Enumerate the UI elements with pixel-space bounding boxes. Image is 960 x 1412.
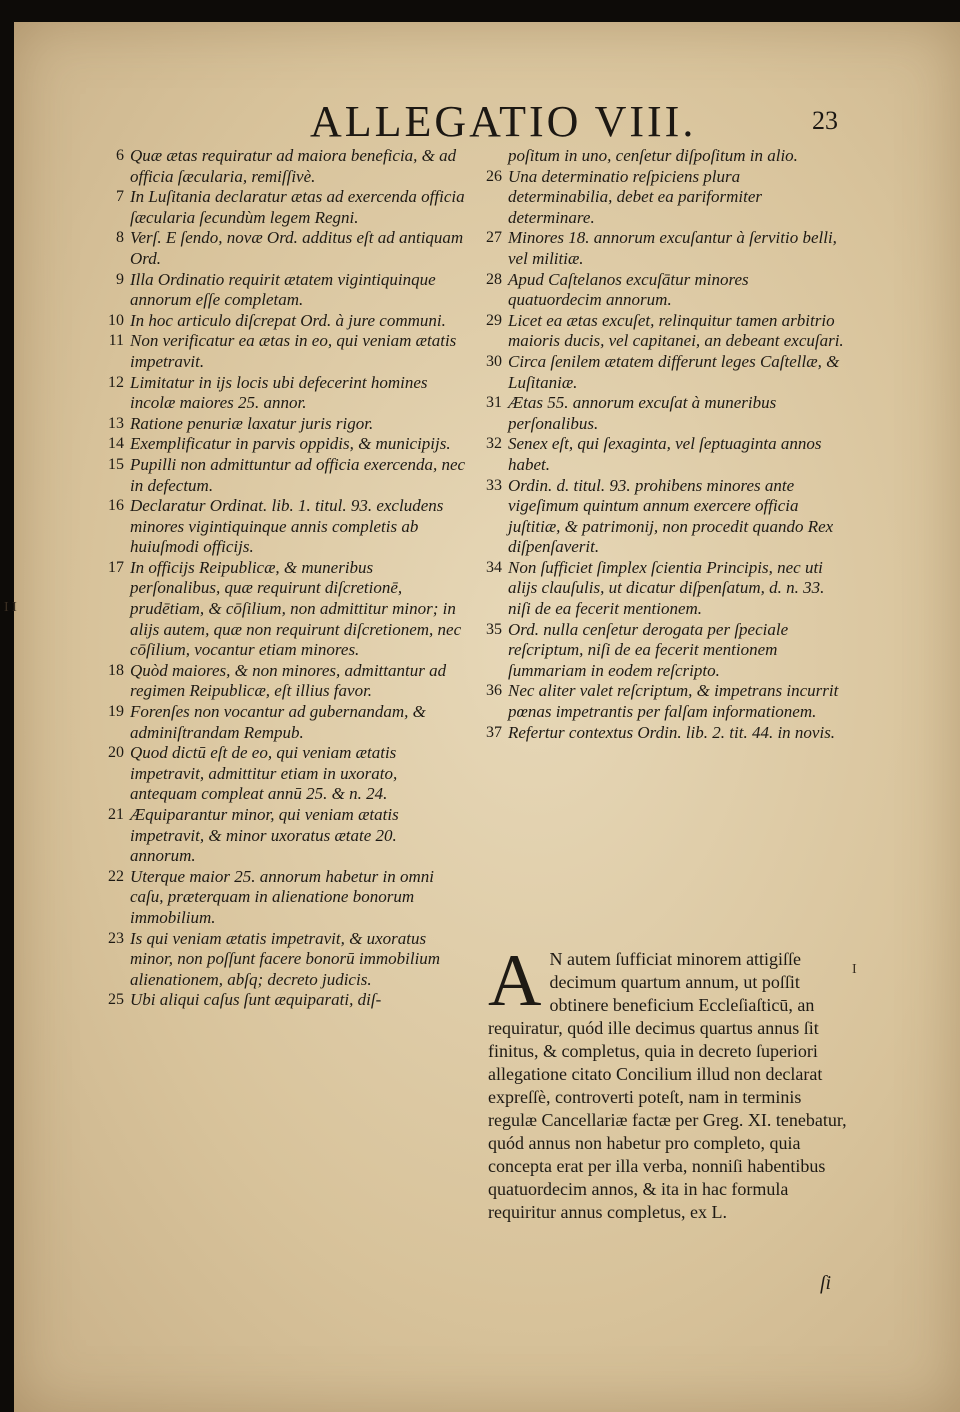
entry-number: 36 bbox=[486, 682, 502, 700]
entry-number: 19 bbox=[108, 703, 124, 721]
entry-text: Non ſufficiet ſimplex ſcientia Principis, nec uti alijs clauſulis, ut dicatur diſpenſatum, d. n. 33. niſi de ea fecerit mentionem. bbox=[508, 557, 825, 619]
summary-entry bbox=[94, 929, 466, 991]
entry-number: 8 bbox=[116, 229, 124, 247]
entry-text: Forenſes non vocantur ad gubernandam, & adminiſtrandam Rempub. bbox=[130, 702, 426, 742]
entry-text: Una determinatio reſpiciens plura determinabilia, debet ea pariformiter determinare. bbox=[508, 166, 763, 227]
entry-text: Verſ. E ſendo, novæ Ord. additus eſt ad antiquam Ord. bbox=[130, 228, 464, 268]
entry-number: 33 bbox=[486, 476, 502, 494]
entry-number bbox=[472, 146, 508, 167]
entry-number: 6 bbox=[116, 147, 124, 164]
summary-entry bbox=[472, 146, 844, 167]
entry-text: Apud Caſtelanos excuſātur minores quatuordecim annorum. bbox=[508, 269, 749, 310]
entry-text: Uterque maior 25. annorum habetur in omni caſu, præterquam in alienatione bonorum immobilium. bbox=[130, 866, 434, 927]
entry-text: In hoc articulo diſcrepat Ord. à jure communi. bbox=[130, 310, 446, 330]
entry-number: 12 bbox=[108, 373, 124, 391]
entry-number: 11 bbox=[108, 332, 124, 350]
entry-number: 25 bbox=[108, 991, 124, 1009]
summary-entry bbox=[472, 476, 844, 558]
summary-entry bbox=[472, 723, 844, 744]
entry-text: Quæ ætas requiratur ad maiora beneficia, & ad officia ſæcularia, remiſſivè. bbox=[130, 146, 457, 186]
entry-text: In Luſitania declaratur ætas ad exercenda officia ſæcularia ſecundùm legem Regni. bbox=[130, 187, 465, 227]
summary-entry bbox=[94, 270, 466, 311]
right-margin-note: I bbox=[852, 962, 857, 977]
entry-number: 34 bbox=[486, 558, 502, 576]
entry-text: Limitatur in ijs locis ubi defecerint homines incolæ maiores 25. annor. bbox=[130, 372, 428, 413]
entry-text: poſitum in uno, cenſetur diſpoſitum in alio. bbox=[508, 146, 798, 165]
main-text bbox=[488, 940, 848, 1224]
summary-entry bbox=[94, 558, 466, 661]
summary-entry bbox=[472, 393, 844, 434]
summary-entry bbox=[94, 661, 466, 702]
entry-text: Senex eſt, qui ſexaginta, vel ſeptuaginta annos habet. bbox=[508, 434, 822, 474]
summary-entry bbox=[472, 270, 844, 311]
summary-entry bbox=[94, 434, 466, 455]
entry-text: Ordin. d. titul. 93. prohibens minores ante vigeſimum quintum annum exercere officia juſtitiæ, & patrimonij, non procedit quando Rex diſpenſaverit. bbox=[508, 475, 834, 557]
summary-entry bbox=[94, 331, 466, 372]
summary-entry bbox=[94, 867, 466, 929]
summary-entry bbox=[94, 455, 466, 496]
entry-number: 30 bbox=[486, 352, 502, 370]
summary-entry bbox=[94, 187, 466, 228]
summary-entry bbox=[472, 167, 844, 229]
entry-number: 10 bbox=[108, 311, 124, 329]
entry-number: 9 bbox=[116, 270, 124, 288]
entry-number: 35 bbox=[486, 620, 502, 638]
entry-text: Ratione penuriæ laxatur juris rigor. bbox=[130, 413, 374, 433]
summary-entry bbox=[472, 681, 844, 722]
drop-cap: A bbox=[488, 940, 542, 1022]
entry-number: 27 bbox=[486, 229, 502, 247]
entry-number: 18 bbox=[108, 661, 124, 679]
main-paragraph: N autem ſufficiat minorem attigiſſe decimum quartum annum, ut poſſit obtinere beneficium Eccleſiaſticū, an requiratur, quód ille decimus quartus annus ſit finitus, & completus, quia in decreto ſuperiori allegatione citato Concilium illud non declarat expreſſè, controverti poteſt, nam in terminis regulæ Cancellariæ factæ per Greg. XI. tenebatur, quód annus non habetur pro completo, quia concepta erat per illa verba, nonniſi habentibus quatuordecim annos, & ita in hac formula requiritur annus completus, ex L. bbox=[488, 949, 847, 1222]
entry-number: 28 bbox=[486, 270, 502, 288]
page-number: 23 bbox=[812, 106, 838, 135]
entry-text: Refertur contextus Ordin. lib. 2. tit. 44. in novis. bbox=[508, 722, 836, 742]
entry-text: Is qui veniam ætatis impetravit, & uxoratus minor, non poſſunt facere bonorū immobilium alienationem, abſq; decreto judicis. bbox=[130, 928, 441, 989]
entry-text: Quod dictū eſt de eo, qui veniam ætatis impetravit, admittitur etiam in uxorato, antequam compleat annū 25. & n. 24. bbox=[130, 743, 398, 804]
summary-entry bbox=[94, 414, 466, 435]
summary-entry bbox=[94, 228, 466, 269]
entry-number: 13 bbox=[108, 414, 124, 432]
entry-number: 32 bbox=[486, 435, 502, 453]
summary-entry bbox=[472, 228, 844, 269]
entry-text: Illa Ordinatio requirit ætatem vigintiquinque annorum eſſe completam. bbox=[130, 269, 436, 310]
summary-entry bbox=[94, 805, 466, 867]
left-margin-note: I I bbox=[4, 600, 17, 615]
entry-number: 37 bbox=[486, 723, 502, 741]
entry-number: 22 bbox=[108, 867, 124, 885]
entry-number: 17 bbox=[108, 558, 124, 576]
summary-entry bbox=[472, 558, 844, 620]
summary-entry bbox=[94, 373, 466, 414]
entry-text: Quòd maiores, & non minores, admittantur ad regimen Reipublicæ, eſt illius favor. bbox=[130, 660, 447, 701]
entry-text: Ætas 55. annorum excuſat à muneribus perſonalibus. bbox=[508, 393, 777, 433]
entry-text: Pupilli non admittuntur ad officia exercenda, nec in defectum. bbox=[130, 454, 466, 495]
entry-text: Ord. nulla cenſetur derogata per ſpeciale reſcriptum, niſi de ea fecerit mentionem ſummariam in eodem reſcripto. bbox=[508, 619, 789, 680]
entry-number: 26 bbox=[486, 167, 502, 185]
summary-right-column bbox=[472, 146, 844, 743]
entry-number: 20 bbox=[108, 744, 124, 762]
entry-text: Circa ſenilem ætatem differunt leges Caſtellæ, & Luſitaniæ. bbox=[508, 351, 840, 392]
entry-number: 23 bbox=[108, 929, 124, 947]
entry-number: 7 bbox=[116, 188, 124, 206]
summary-entry bbox=[472, 352, 844, 393]
summary-entry bbox=[94, 990, 466, 1011]
entry-number: 21 bbox=[108, 806, 124, 823]
entry-number: 14 bbox=[108, 435, 124, 453]
entry-text: Æquiparantur minor, qui veniam ætatis impetravit, & minor uxoratus ætate 20. annorum. bbox=[130, 805, 399, 866]
summary-entry bbox=[94, 146, 466, 187]
entry-text: Non verificatur ea ætas in eo, qui veniam ætatis impetravit. bbox=[130, 331, 457, 371]
entry-text: Exemplificatur in parvis oppidis, & municipijs. bbox=[130, 434, 451, 454]
summary-entry bbox=[94, 702, 466, 743]
summary-entry bbox=[94, 743, 466, 805]
entry-text: Declaratur Ordinat. lib. 1. titul. 93. excludens minores vigintiquinque annis completis ab huiuſmodi officijs. bbox=[130, 496, 444, 557]
entry-text: Minores 18. annorum excuſantur à ſervitio belli, vel militiæ. bbox=[508, 228, 837, 268]
summary-entry bbox=[94, 496, 466, 558]
summary-entry bbox=[472, 311, 844, 352]
entry-text: Licet ea ætas excuſet, relinquitur tamen arbitrio maioris ducis, vel capitanei, an debeant excuſari. bbox=[508, 310, 844, 351]
entry-text: Ubi aliqui caſus ſunt æquiparati, diſ- bbox=[130, 990, 382, 1010]
summary-entry bbox=[94, 311, 466, 332]
entry-number: 15 bbox=[108, 455, 124, 473]
summary-left-column bbox=[94, 146, 466, 1011]
catchword: ſi bbox=[820, 1272, 832, 1294]
summary-entry bbox=[472, 434, 844, 475]
summary-entry bbox=[472, 620, 844, 682]
running-head: ALLEGATIO VIII. bbox=[310, 97, 697, 146]
entry-number: 29 bbox=[486, 311, 502, 329]
entry-number: 16 bbox=[108, 497, 124, 515]
entry-text: In officijs Reipublicæ, & muneribus perſonalibus, quæ requirunt diſcretionē, prudētiam, & cōſilium, non admittitur minor; in alijs autem, quæ non requirunt diſcretionem, nec cōſilium, vocantur etiam minores. bbox=[130, 557, 462, 660]
entry-text: Nec aliter valet reſcriptum, & impetrans incurrit pœnas impetrantis per falſam informationem. bbox=[508, 681, 839, 722]
entry-number: 31 bbox=[486, 394, 502, 412]
